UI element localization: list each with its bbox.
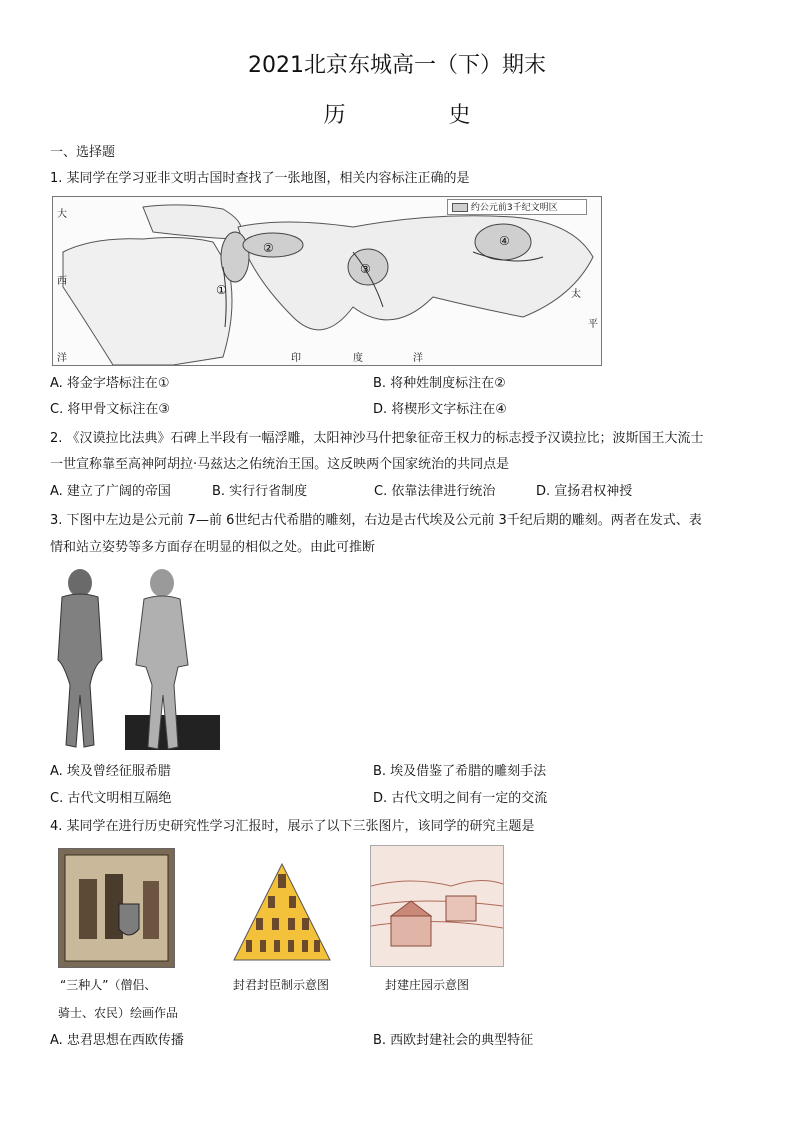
civilization-map [52, 196, 602, 366]
q2-option-b[interactable]: B. 实行行省制度 [212, 484, 308, 499]
q1-option-a[interactable]: A. 将金字塔标注在① [50, 376, 170, 391]
caption-manor: 封建庄园示意图 [385, 978, 470, 992]
q1-option-c[interactable]: C. 将甲骨文标注在③ [50, 402, 170, 417]
map-marker-3: ③ [360, 262, 371, 276]
world-map-figure [53, 197, 601, 365]
question-1-stem: 1. 某同学在学习亚非文明古国时查找了一张地图，相关内容标注正确的是 [50, 171, 470, 186]
caption-three-estates-line1: “三种人”（僧侣、 [60, 978, 157, 992]
pyramid-figure [232, 860, 332, 965]
subject-title: 历 史 [323, 103, 519, 128]
map-label-tai: 太 [571, 289, 581, 300]
map-label-ping: 平 [588, 319, 598, 330]
page-title: 2021北京东城高一（下）期末 [248, 53, 546, 78]
feudal-pyramid-diagram [232, 860, 332, 965]
map-label-du: 度 [353, 353, 363, 364]
map-label-yang-2: 洋 [413, 353, 423, 364]
question-4-stem: 4. 某同学在进行历史研究性学习汇报时，展示了以下三张图片，该同学的研究主题是 [50, 819, 535, 834]
caption-three-estates-line2: 骑士、农民）绘画作品 [58, 1006, 179, 1020]
q3-option-c[interactable]: C. 古代文明相互隔绝 [50, 791, 172, 806]
statues-photo [50, 565, 220, 755]
question-3-stem-line1: 3. 下图中左边是公元前 7—前 6世纪古代希腊的雕刻，右边是古代埃及公元前 3千纪后期的雕刻。两者在发式、表 [50, 513, 702, 528]
q4-option-b[interactable]: B. 西欧封建社会的典型特征 [373, 1033, 534, 1048]
q2-option-d[interactable]: D. 宣扬君权神授 [536, 484, 633, 499]
q1-option-b[interactable]: B. 将种姓制度标注在② [373, 376, 506, 391]
question-2-stem-line1: 2. 《汉谟拉比法典》石碑上半段有一幅浮雕，太阳神沙马什把象征帝王权力的标志授予汉谟拉比；波斯国王大流士 [50, 431, 704, 446]
q2-option-c[interactable]: C. 依靠法律进行统治 [374, 484, 496, 499]
painting-figure [59, 849, 174, 967]
map-marker-4: ④ [499, 234, 510, 248]
map-label-yang: 洋 [57, 353, 67, 364]
map-label-da: 大 [57, 209, 67, 220]
caption-pyramid: 封君封臣制示意图 [233, 978, 330, 992]
map-label-yin: 印 [291, 353, 301, 364]
map-legend-label: 约公元前3千纪文明区 [470, 203, 558, 213]
map-marker-2: ② [263, 241, 274, 255]
map-marker-1: ① [216, 283, 227, 297]
q2-option-a[interactable]: A. 建立了广阔的帝国 [50, 484, 171, 499]
map-label-xi: 西 [57, 276, 67, 287]
question-2-stem-line2: 一世宣称靠至高神阿胡拉·马兹达之佑统治王国。这反映两个国家统治的共同点是 [50, 457, 510, 472]
q3-option-a[interactable]: A. 埃及曾经征服希腊 [50, 764, 171, 779]
q4-option-a[interactable]: A. 忠君思想在西欧传播 [50, 1033, 184, 1048]
q1-option-d[interactable]: D. 将楔形文字标注在④ [373, 402, 507, 417]
map-legend [447, 199, 587, 215]
question-3-stem-line2: 情和站立姿势等多方面存在明显的相似之处。由此可推断 [50, 540, 376, 555]
three-estates-painting [58, 848, 175, 968]
legend-swatch [452, 203, 468, 212]
q3-option-d[interactable]: D. 古代文明之间有一定的交流 [373, 791, 548, 806]
manor-figure [371, 846, 503, 966]
manor-illustration [370, 845, 504, 967]
section-heading: 一、选择题 [50, 145, 116, 160]
q3-option-b[interactable]: B. 埃及借鉴了希腊的雕刻手法 [373, 764, 547, 779]
statues-figure [50, 565, 220, 755]
